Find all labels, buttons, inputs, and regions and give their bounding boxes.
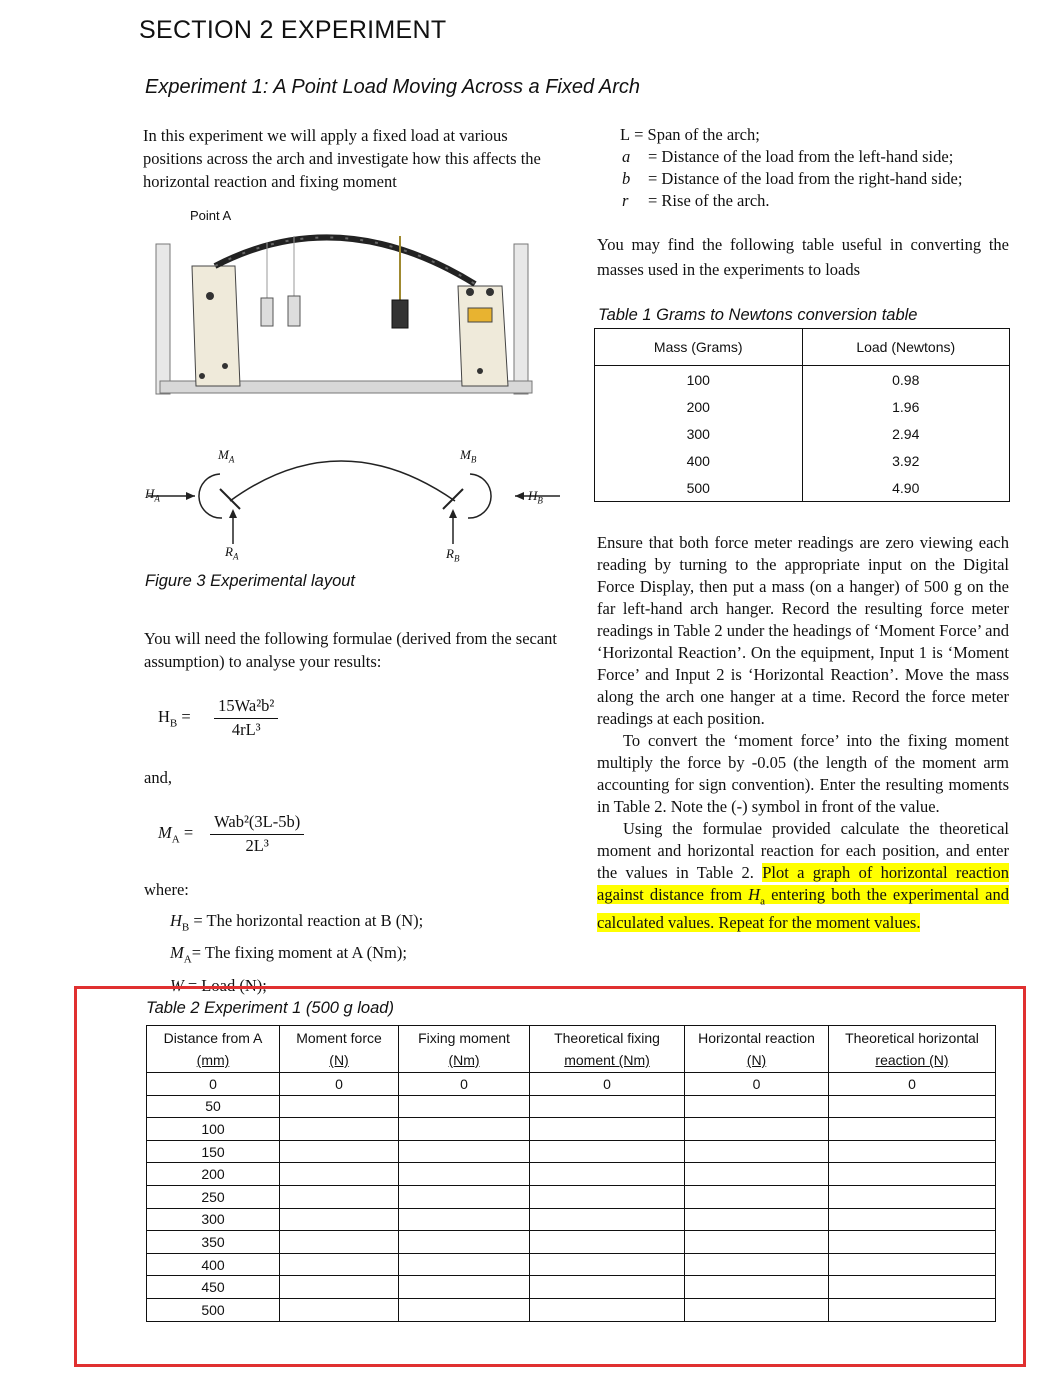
- theoretical-horizontal-reaction-cell: 0: [829, 1073, 996, 1096]
- header-fixing-moment: Fixing moment (Nm): [399, 1026, 530, 1073]
- moment-force-cell[interactable]: [280, 1095, 399, 1118]
- theoretical-fixing-moment-cell[interactable]: [530, 1231, 685, 1254]
- theoretical-fixing-moment-cell[interactable]: [530, 1163, 685, 1186]
- table-row: [147, 1073, 996, 1096]
- label-rb: $R_B$: [446, 546, 460, 564]
- point-a-label: Point A: [190, 208, 232, 223]
- horizontal-reaction-cell: 0: [685, 1073, 829, 1096]
- distance-cell: 450: [147, 1276, 280, 1299]
- where-list: [170, 908, 423, 999]
- formula-hb-numerator: 15Wa²b²: [214, 696, 278, 719]
- moment-force-cell[interactable]: [280, 1185, 399, 1208]
- table2-caption: Table 2 Experiment 1 (500 g load): [146, 999, 394, 1017]
- table-header-row: [595, 329, 1010, 366]
- where-item-w: W = Load (N);: [170, 975, 267, 995]
- distance-cell: 0: [147, 1073, 280, 1096]
- label-ha: $H_A$: [145, 486, 160, 504]
- theoretical-horizontal-reaction-cell[interactable]: [829, 1253, 996, 1276]
- horizontal-reaction-cell[interactable]: [685, 1231, 829, 1254]
- fixing-moment-cell[interactable]: [399, 1231, 530, 1254]
- theoretical-horizontal-reaction-cell[interactable]: [829, 1163, 996, 1186]
- horizontal-reaction-cell[interactable]: [685, 1185, 829, 1208]
- instructions-paragraph-1: Ensure that both force meter readings are zero viewing each reading by turning to the appropriate input on the Digital Force Display, then put a mass (on a hanger) of 500 g on the far left-hand arch hanger. Record the resulting force meter readings in Table 2 under the headings of ‘Moment Force’ and ‘Horizontal Reaction’. On the equipment, Input 1 is ‘Moment Force’ and Input 2 is ‘Horizontal Reaction’. Move the mass along the arch one hanger at a time. Record the force meter readings at each position.: [597, 533, 1009, 728]
- theoretical-horizontal-reaction-cell[interactable]: [829, 1140, 996, 1163]
- table-row: [147, 1298, 996, 1321]
- fixing-moment-cell[interactable]: [399, 1298, 530, 1321]
- header-moment-force: Moment force (N): [280, 1026, 399, 1073]
- horizontal-reaction-cell[interactable]: [685, 1298, 829, 1321]
- formula-ma-denominator: 2L³: [245, 836, 269, 855]
- load-cell: 4.90: [802, 474, 1010, 502]
- header-theoretical-fixing-moment: Theoretical fixing moment (Nm): [530, 1026, 685, 1073]
- conversion-table: [594, 328, 1010, 502]
- fixing-moment-cell[interactable]: [399, 1095, 530, 1118]
- where-item-ma: $M_A=$ The fixing moment at A (Nm);: [170, 943, 407, 966]
- fixing-moment-cell[interactable]: [399, 1276, 530, 1299]
- table-row: [147, 1208, 996, 1231]
- theoretical-fixing-moment-cell[interactable]: [530, 1276, 685, 1299]
- table-row: [147, 1118, 996, 1141]
- theoretical-fixing-moment-cell: 0: [530, 1073, 685, 1096]
- formula-hb-denominator: 4rL³: [231, 720, 261, 739]
- fixing-moment-cell[interactable]: [399, 1118, 530, 1141]
- theoretical-horizontal-reaction-cell[interactable]: [829, 1208, 996, 1231]
- moment-force-cell[interactable]: [280, 1140, 399, 1163]
- distance-cell: 500: [147, 1298, 280, 1321]
- table-row: [147, 1253, 996, 1276]
- theoretical-fixing-moment-cell[interactable]: [530, 1185, 685, 1208]
- theoretical-fixing-moment-cell[interactable]: [530, 1095, 685, 1118]
- theoretical-horizontal-reaction-cell[interactable]: [829, 1095, 996, 1118]
- table-row: [595, 366, 1010, 394]
- distance-cell: 50: [147, 1095, 280, 1118]
- instructions: [597, 532, 1009, 934]
- distance-cell: 200: [147, 1163, 280, 1186]
- table-row: [147, 1185, 996, 1208]
- mass-cell: 400: [595, 447, 803, 474]
- formula-hb: $H_B$ = $\frac{\text{15Wa²b²}}{\text{4rL³}}$: [158, 696, 278, 740]
- table-row: [147, 1140, 996, 1163]
- theoretical-fixing-moment-cell[interactable]: [530, 1208, 685, 1231]
- table-row: [595, 420, 1010, 447]
- load-cell: 3.92: [802, 447, 1010, 474]
- load-cell: 0.98: [802, 366, 1010, 394]
- mass-cell: 200: [595, 393, 803, 420]
- table-row: [147, 1231, 996, 1254]
- label-ma: $M_A$: [218, 447, 235, 465]
- table-row: [147, 1276, 996, 1299]
- and-text: and,: [144, 768, 172, 787]
- apparatus-illustration: [140, 206, 580, 576]
- label-hb: $H_B$: [528, 488, 543, 506]
- mass-cell: 100: [595, 366, 803, 394]
- fixing-moment-cell[interactable]: [399, 1208, 530, 1231]
- figure-caption: Figure 3 Experimental layout: [145, 572, 356, 590]
- moment-force-cell[interactable]: [280, 1231, 399, 1254]
- header-theoretical-horizontal-reaction: Theoretical horizontal reaction (N): [829, 1026, 996, 1073]
- definitions-list: [620, 124, 962, 212]
- distance-cell: 100: [147, 1118, 280, 1141]
- where-item-hb: $H_B$ = The horizontal reaction at B (N);: [170, 911, 424, 934]
- highlighted-instruction: Plot a graph of horizontal reaction against distance from $H_a$ entering both the experimental and calculated values. Repeat for the moment values.: [597, 863, 1009, 933]
- experimental-figure: [140, 206, 580, 576]
- fixing-moment-cell[interactable]: [399, 1253, 530, 1276]
- distance-cell: 300: [147, 1208, 280, 1231]
- load-cell: 2.94: [802, 420, 1010, 447]
- table-row: [595, 447, 1010, 474]
- moment-force-cell[interactable]: [280, 1118, 399, 1141]
- table1-caption: Table 1 Grams to Newtons conversion table: [598, 306, 918, 324]
- horizontal-reaction-cell[interactable]: [685, 1253, 829, 1276]
- mass-cell: 300: [595, 420, 803, 447]
- moment-force-cell[interactable]: [280, 1253, 399, 1276]
- table2-header-row: [147, 1026, 996, 1073]
- definition-l: L = Span of the arch;: [620, 125, 760, 144]
- formula-ma: $M_A$ = $\frac{\text{Wab²(3L-5b)}}{\text{2L³}}$: [158, 812, 304, 856]
- fixing-moment-cell[interactable]: [399, 1140, 530, 1163]
- moment-force-cell[interactable]: [280, 1276, 399, 1299]
- label-ra: $R_A$: [225, 544, 239, 562]
- theoretical-horizontal-reaction-cell[interactable]: [829, 1298, 996, 1321]
- definition-a: a = Distance of the load from the left-hand side;: [622, 147, 954, 166]
- theoretical-fixing-moment-cell[interactable]: [530, 1253, 685, 1276]
- distance-cell: 350: [147, 1231, 280, 1254]
- moment-force-cell[interactable]: [280, 1163, 399, 1186]
- theoretical-fixing-moment-cell[interactable]: [530, 1298, 685, 1321]
- header-mass: Mass (Grams): [595, 329, 803, 366]
- theoretical-horizontal-reaction-cell[interactable]: [829, 1118, 996, 1141]
- header-distance: Distance from A (mm): [147, 1026, 280, 1073]
- theoretical-horizontal-reaction-cell[interactable]: [829, 1231, 996, 1254]
- experiment-results-table: [146, 1025, 996, 1322]
- theoretical-horizontal-reaction-cell[interactable]: [829, 1276, 996, 1299]
- theoretical-fixing-moment-cell[interactable]: [530, 1118, 685, 1141]
- horizontal-reaction-cell[interactable]: [685, 1163, 829, 1186]
- load-cell: 1.96: [802, 393, 1010, 420]
- horizontal-reaction-cell[interactable]: [685, 1140, 829, 1163]
- mass-cell: 500: [595, 474, 803, 502]
- experiment-title: Experiment 1: A Point Load Moving Across a Fixed Arch: [145, 76, 641, 98]
- distance-cell: 150: [147, 1140, 280, 1163]
- moment-force-cell[interactable]: [280, 1208, 399, 1231]
- horizontal-reaction-cell[interactable]: [685, 1276, 829, 1299]
- horizontal-reaction-cell[interactable]: [685, 1118, 829, 1141]
- table-row: [147, 1095, 996, 1118]
- table-row: [595, 393, 1010, 420]
- definition-b: b = Distance of the load from the right-hand side;: [622, 169, 963, 188]
- moment-force-cell[interactable]: [280, 1298, 399, 1321]
- table1-intro: You may find the following table useful in converting the masses used in the experiments to loads: [597, 235, 1009, 279]
- section-title: SECTION 2 EXPERIMENT: [139, 16, 447, 44]
- theoretical-horizontal-reaction-cell[interactable]: [829, 1185, 996, 1208]
- horizontal-reaction-cell[interactable]: [685, 1208, 829, 1231]
- instructions-paragraph-3: Using the formulae provided calculate the theoretical moment and horizontal reaction for each position, and enter the values in Table 2. Plot a graph of horizontal reaction against distance from $H_a$ entering both the experimental and calculated values. Repeat for the moment values.: [597, 819, 1009, 933]
- label-mb: $M_B$: [460, 447, 477, 465]
- header-load: Load (Newtons): [802, 329, 1010, 366]
- theoretical-fixing-moment-cell[interactable]: [530, 1140, 685, 1163]
- fixing-moment-cell: 0: [399, 1073, 530, 1096]
- formulae-intro: You will need the following formulae (derived from the secant assumption) to analyse your results:: [144, 629, 558, 671]
- formula-ma-numerator: Wab²(3L-5b): [210, 812, 304, 835]
- horizontal-reaction-cell[interactable]: [685, 1095, 829, 1118]
- table-row: [595, 474, 1010, 502]
- distance-cell: 250: [147, 1185, 280, 1208]
- instructions-paragraph-2: To convert the ‘moment force’ into the fixing moment multiply the force by -0.05 (the length of the moment arm accounting for sign convention). Enter the resulting moments in Table 2. Note the (-) symbol in front of the value.: [597, 731, 1009, 816]
- header-horizontal-reaction: Horizontal reaction (N): [685, 1026, 829, 1073]
- moment-force-cell: 0: [280, 1073, 399, 1096]
- table-row: [147, 1163, 996, 1186]
- distance-cell: 400: [147, 1253, 280, 1276]
- where-text: where:: [144, 880, 189, 899]
- intro-paragraph: In this experiment we will apply a fixed load at various positions across the arch and investigate how this affects the horizontal reaction and fixing moment: [143, 126, 541, 191]
- fixing-moment-cell[interactable]: [399, 1185, 530, 1208]
- definition-r: r = Rise of the arch.: [622, 191, 770, 210]
- fixing-moment-cell[interactable]: [399, 1163, 530, 1186]
